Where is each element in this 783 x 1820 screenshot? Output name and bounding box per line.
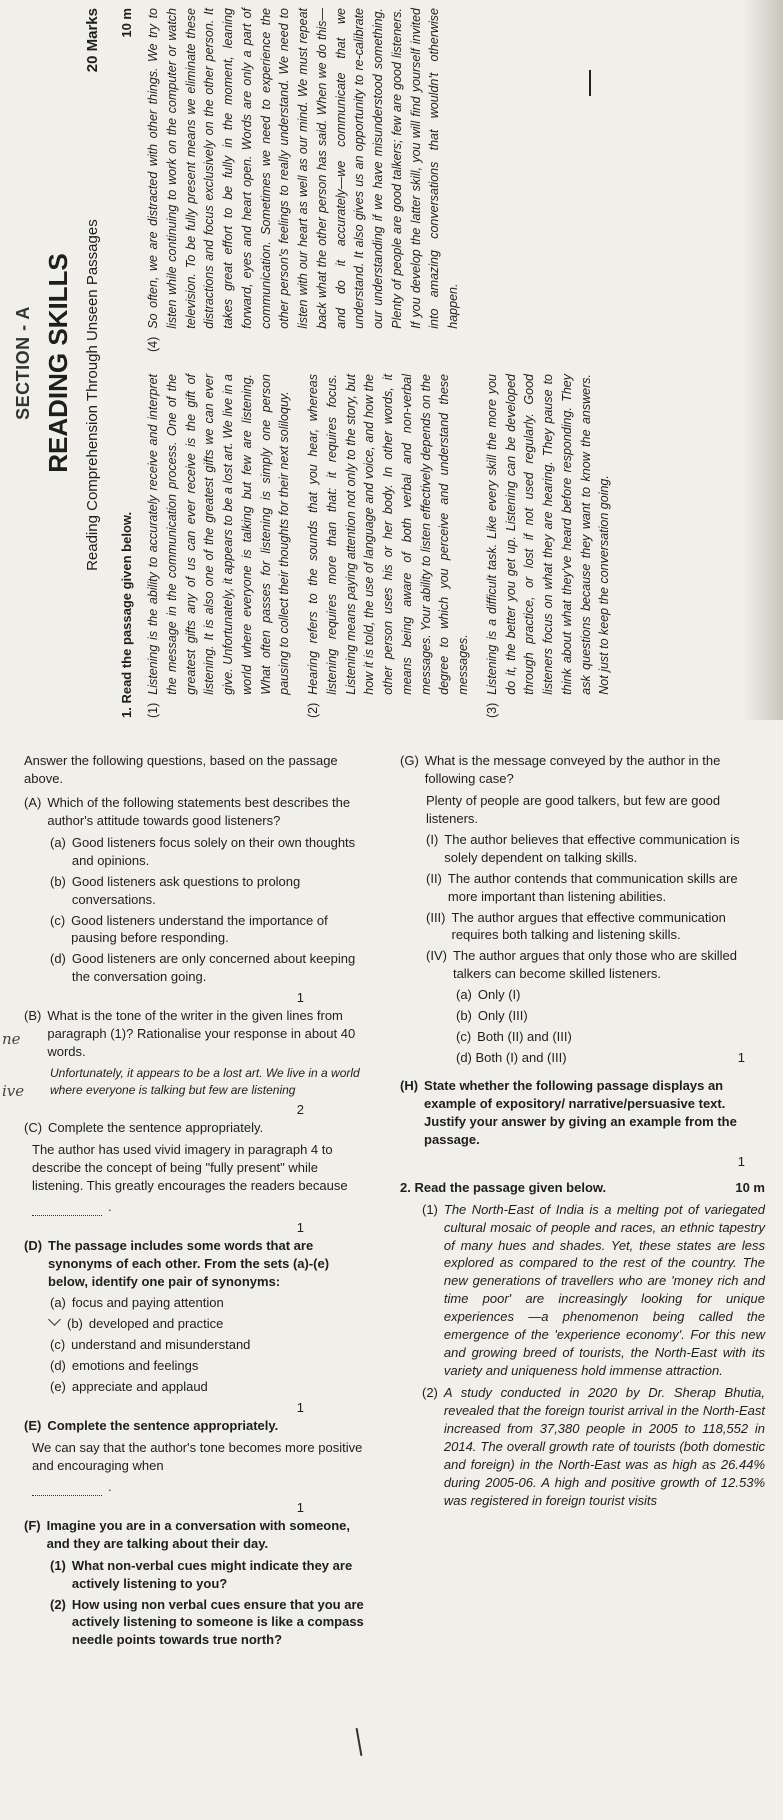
option-label: (c) (50, 912, 66, 928)
passage-column-right (144, 8, 624, 352)
choice (456, 1028, 765, 1046)
option-text: emotions and feelings (71, 1358, 199, 1374)
answer-blank[interactable] (32, 1198, 102, 1216)
question-text: State whether the following passage displays an example of expository/ narrative/persuasive text. Justify your answer by giving an example from the passage. (424, 1078, 737, 1147)
sub-question (50, 1557, 364, 1593)
option-text: Good listeners understand the importance of pausing before responding. (71, 912, 328, 946)
paragraph-number: (4) (146, 336, 160, 352)
paragraph (144, 374, 294, 718)
completion-text: The author has used vivid imagery in paragraph 4 to describe the concept of being "fully present" while listening. This greatly encourages the readers because (32, 1141, 348, 1193)
option-label: (d) (50, 951, 66, 967)
question-2-marks: 10 m (735, 1179, 765, 1195)
question-b (24, 1007, 364, 1061)
sub-question (50, 1596, 364, 1650)
blank-period: . (108, 1198, 112, 1214)
question-text: Complete the sentence appropriately. (47, 1418, 279, 1434)
option-selected (50, 912, 364, 948)
choice (456, 1049, 745, 1067)
total-marks: 20 Marks (84, 8, 101, 73)
question-marks: 1 (296, 1219, 304, 1235)
paragraph-text: So often, we are distracted with other things. We try to listen while continuing to work on the computer or watch television. To be fully present means we eliminate these distractions and focus exclusively on the other person. It takes great effort to be fully in the moment, leaning forward, eyes and heart open. Words are only a part of communication. Sometimes we need to experience the other person's feelings to really understand. We need to listen with our heart as well as our mind. We must repeat back what the other person has said. When we do this—and do it accurately—we communicate that we understand. It also gives us an opportunity to re-calibrate our understanding if we have misunderstood something. Plenty of people are good talkers; few are good listeners. If you develop the latter skill, you will find yourself invited into amazing conversations that wouldn't otherwise happen. (146, 8, 460, 329)
rotated-passage-block (10, 8, 700, 718)
option-text: focus and paying attention (71, 1295, 224, 1311)
answer-line (32, 1478, 364, 1496)
option (50, 1378, 364, 1396)
question-label: (A) (24, 794, 42, 810)
option (50, 1357, 364, 1375)
sub-question-text: How using non verbal cues ensure that you are actively listening to someone is like a compass needle points towards true north? (71, 1596, 364, 1648)
option-label: (a) (50, 834, 66, 850)
option-text: understand and misunderstand (71, 1337, 251, 1353)
question-label: (B) (24, 1008, 42, 1024)
choice-text: Both (II) and (III) (477, 1029, 572, 1045)
statement (426, 870, 765, 906)
option (50, 1336, 364, 1354)
statement (426, 831, 765, 867)
question-marks: 1 (296, 1499, 304, 1515)
question-text: What is the tone of the writer in the given lines from paragraph (1)? Rationalise your response in about 40 words. (47, 1008, 356, 1060)
choice-label: (c) (456, 1029, 472, 1045)
paragraph-number: (1) (422, 1201, 438, 1217)
handwritten-note: ne (2, 1030, 21, 1048)
question-marks: 1 (296, 1400, 304, 1416)
question-text: Which of the following statements best describes the author's attitude towards good listeners? (47, 794, 351, 828)
statement-text: The author argues that effective communication requires both talking and listening skills. (451, 909, 726, 943)
question-1-prompt: 1. Read the passage given below. (118, 511, 134, 718)
question-label: (F) (24, 1517, 41, 1533)
question-label: (G) (400, 753, 419, 768)
option-label: (d) (50, 1358, 66, 1374)
statement-text: The author believes that effective communication is solely dependent on talking skills. (444, 831, 740, 865)
option (50, 1294, 364, 1312)
handwritten-note: ive (2, 1082, 25, 1100)
option-text: appreciate and applaud (71, 1379, 208, 1395)
sentence-completion (32, 1439, 364, 1475)
question-text: Imagine you are in a conversation with someone, and they are talking about their day. (46, 1517, 351, 1551)
paragraph (483, 374, 614, 718)
question-2-header (400, 1179, 765, 1197)
blank-period: . (108, 1478, 112, 1494)
option-label: (e) (50, 1379, 66, 1395)
passage-paragraph (422, 1201, 765, 1380)
option-text: Good listeners ask questions to prolong conversations. (71, 873, 301, 907)
question-1-marks: 10 m (118, 8, 134, 38)
question-label: (E) (24, 1418, 42, 1434)
questions-intro: Answer the following questions, based on the passage above. (24, 753, 338, 786)
paragraph-number: (3) (484, 702, 499, 718)
choice-text: Only (III) (477, 1008, 528, 1024)
choice-label: (b) (456, 1008, 472, 1024)
statement-label: (II) (426, 870, 442, 886)
sentence-completion (32, 1141, 364, 1195)
paragraph-number: (2) (422, 1385, 438, 1400)
statement-text: The author argues that only those who are skilled talkers can become skilled listeners. (452, 948, 737, 982)
option-text: developed and practice (88, 1316, 224, 1332)
tick-mark-icon (48, 1314, 61, 1327)
paragraph-number: (2) (306, 702, 320, 718)
quoted-line: Plenty of people are good talkers, but few are good listeners. (426, 792, 721, 826)
option-text: Good listeners focus solely on their own thoughts and opinions. (71, 834, 356, 868)
question-text: The passage includes some words that are synonyms of each other. From the sets (a)-(e) below, identify one pair of synonyms: (48, 1237, 330, 1289)
choice (456, 986, 765, 1004)
choice-label: (a) (456, 987, 472, 1003)
section-subtitle: Reading Comprehension Through Unseen Passages (84, 219, 101, 571)
question-marks: 1 (737, 1153, 745, 1169)
text-cursor-mark (589, 70, 591, 96)
statement (426, 909, 765, 945)
option (50, 834, 364, 870)
question-label: (D) (24, 1237, 43, 1253)
paragraph (144, 8, 463, 352)
answer-blank[interactable] (32, 1478, 102, 1496)
page-title: READING SKILLS (43, 253, 73, 473)
option-label: (a) (50, 1295, 66, 1311)
statement-text: The author contends that communication skills are more important than listening abilities. (447, 870, 738, 904)
paragraph-number: (1) (146, 702, 160, 718)
statement (426, 947, 765, 983)
sub-question-label: (1) (50, 1557, 66, 1573)
choice-text: Both (I) and (III) (475, 1050, 567, 1066)
paragraph-text: The North-East of India is a melting pot of variegated cultural mosaic of people and races, an ethnic tapestry of many hues and shades. Yet, these states are less explored as compared to the rest of the country. The new generations of travellers who are 'money rich and time poor' are increasingly looking for unique experiences —a phenomenon being called the emergence of the 'experience economy'. For this new and growing breed of tourists, the North-East with its variety and uniqueness hold immense attraction. (443, 1201, 765, 1379)
question-marks: 1 (296, 990, 304, 1006)
option (50, 950, 364, 986)
option (50, 1315, 364, 1333)
sub-question-text: What non-verbal cues might indicate they are actively listening to you? (71, 1557, 353, 1591)
question-marks: 1 (737, 1050, 745, 1066)
question-text: What is the message conveyed by the author in the following case? (424, 753, 721, 786)
paragraph-text: Listening is the ability to accurately receive and interpret the message in the communication process. One of the greatest gifts any of us can ever receive is the gift of listening. It is also one of the greatest gifts we can ever give. Unfortunately, it appears to be a lost art. We live in a world where everyone is talking but few are listening. What often passes for listening is simply one person pausing to collect their thoughts for their next soliloquy. (146, 374, 292, 695)
question-2-prompt: 2. Read the passage given below. (400, 1179, 607, 1195)
paragraph-text: Listening is a difficult task. Like every skill the more you do it, the better you get up. Listening can be developed through practice, or lost if not used regularly. Good listeners focus on what they are hearing. They pause to think about what they've heard before responding. They ask questions because they want to know the answers. Not just to keep the conversation going. (484, 374, 612, 695)
question-label: (H) (400, 1078, 419, 1093)
section-header (10, 8, 78, 718)
page-shadow (743, 0, 783, 720)
passage-column-left (144, 374, 624, 718)
choice (456, 1007, 765, 1025)
passage-paragraph (422, 1384, 765, 1510)
question-e (24, 1417, 364, 1435)
question-h (400, 1077, 765, 1149)
completion-text: We can say that the author's tone becomes more positive and encouraging when (32, 1440, 363, 1473)
paragraph (304, 374, 473, 718)
question-g (400, 752, 765, 788)
answer-line (32, 1198, 364, 1216)
questions-column-left (24, 752, 364, 1652)
statement-label: (III) (426, 909, 446, 925)
statement-label: (I) (426, 831, 439, 847)
passage-columns (144, 8, 624, 718)
sub-question-label: (2) (50, 1596, 66, 1612)
option-label: (b) (50, 873, 66, 889)
question-d (24, 1237, 364, 1291)
paragraph-text: Hearing refers to the sounds that you hear, whereas listening requires more than that: it requires focus. Listening means paying attention not only to the story, but how it is told, the use of language and voice, and how the other person uses his or her body. In other words, it means being aware of both verbal and non-verbal messages. Your ability to listen effectively depends on the degree to which you perceive and understand these messages. (306, 374, 470, 695)
choice-label: (d) (456, 1050, 472, 1066)
option-label: (b) (67, 1316, 83, 1332)
question-f (24, 1517, 364, 1553)
question-1-header (117, 8, 137, 718)
question-text: Complete the sentence appropriately. (48, 1120, 264, 1136)
choice-text: Only (I) (477, 987, 521, 1003)
option-text: Good listeners are only concerned about keeping the conversation going. (71, 951, 356, 985)
statement-label: (IV) (426, 948, 447, 964)
section-label: SECTION - A (13, 306, 33, 420)
question-c (24, 1119, 364, 1137)
questions-column-right (400, 752, 765, 1514)
subtitle-row (82, 8, 105, 718)
pen-stroke-mark (356, 1728, 363, 1756)
option-label: (c) (50, 1337, 66, 1353)
question-label: (C) (24, 1120, 43, 1136)
question-marks: 2 (296, 1102, 304, 1118)
paragraph-text: A study conducted in 2020 by Dr. Sherap Bhutia, revealed that the foreign tourist arrival in the North-East increased from 37,380 people in 2005 to 118,552 in 2014. The overall growth rate of tourists (both domestic and foreign) in the North-East was as high as 26.44% during 2005-06. A high and positive growth of 12.53% was registered in foreign tourist visits (443, 1385, 765, 1508)
question-a (24, 794, 364, 830)
quoted-lines: Unfortunately, it appears to be a lost art. We live in a world where everyone is talking but few are listening (50, 1066, 360, 1097)
option (50, 873, 364, 909)
